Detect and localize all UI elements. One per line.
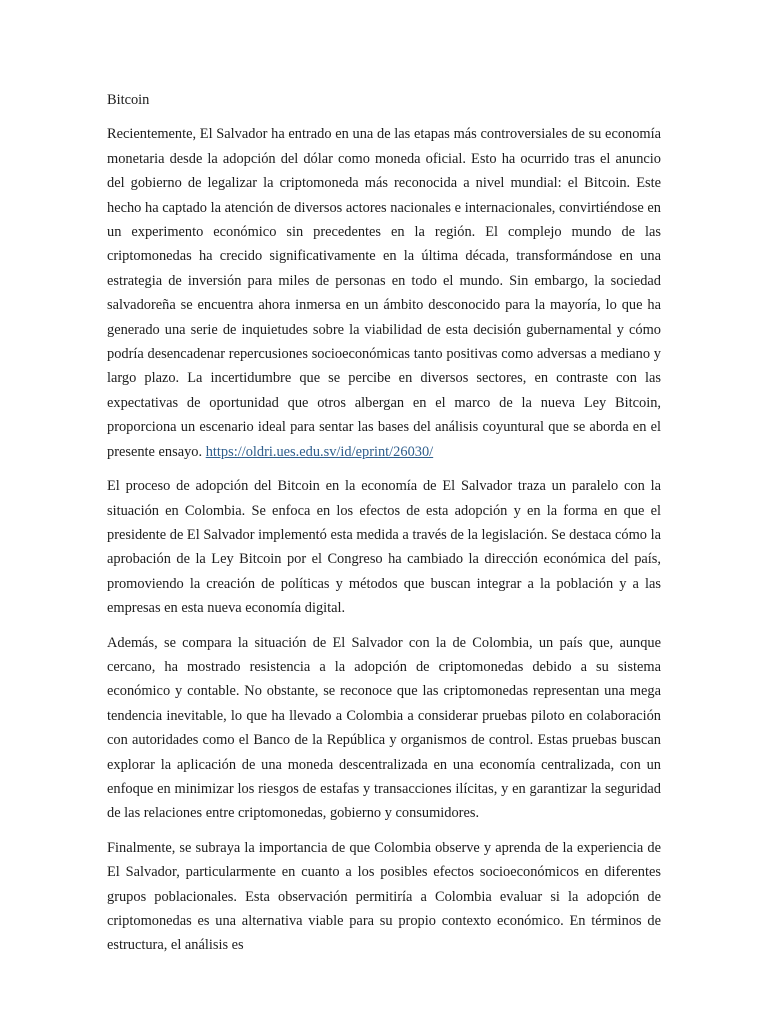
paragraph-1 bbox=[107, 122, 661, 464]
paragraph-4: Finalmente, se subraya la importancia de que Colombia observe y aprenda de la experiencia de El Salvador, particularmente en cuanto a los posibles efectos socioeconómicos en diferentes grupos poblacionales. Esta observación permitiría a Colombia evaluar si la adopción de criptomonedas es una alternativa viable para su propio contexto económico. En términos de estructura, el análisis es bbox=[107, 839, 661, 954]
document-page bbox=[107, 88, 661, 968]
paragraph-1-text: Recientemente, El Salvador ha entrado en una de las etapas más controversiales de su economía monetaria desde la adopción del dólar como moneda oficial. Esto ha ocurrido tras el anuncio del gobierno de legalizar la criptomoneda más reconocida a nivel mundial: el Bitcoin. Este hecho ha captado la atención de diversos actores nacionales e internacionales, convirtiéndose en un experimento económico sin precedentes en la región. El complejo mundo de las criptomonedas ha crecido significativamente en la última década, transformándose en una estrategia de inversión para miles de personas en todo el mundo. Sin embargo, la sociedad salvadoreña se encuentra ahora inmersa en un ámbito desconocido para la mayoría, lo que ha generado una serie de inquietudes sobre la viabilidad de esta decisión gubernamental y cómo podría desencadenar repercusiones socioeconómicas tanto positivas como adversas a mediano y largo plazo. La incertidumbre que se percibe en diversos sectores, en contraste con las expectativas de oportunidad que otros albergan en el marco de la nueva Ley Bitcoin, proporciona un escenario ideal para sentar las bases del análisis coyuntural que se aborda en el presente ensayo. bbox=[107, 126, 661, 460]
source-link[interactable]: https://oldri.ues.edu.sv/id/eprint/26030/ bbox=[205, 443, 434, 460]
paragraph-2: El proceso de adopción del Bitcoin en la economía de El Salvador traza un paralelo con la situación en Colombia. Se enfoca en los efectos de esta adopción y en la forma en que el presidente de El Salvador implementó esta medida a través de la legislación. Se destaca cómo la aprobación de la Ley Bitcoin por el Congreso ha cambiado la dirección económica del país, promoviendo la creación de políticas y métodos que buscan integrar a la población y a las empresas en esta nueva economía digital. bbox=[107, 478, 661, 617]
document-title: Bitcoin bbox=[107, 92, 150, 108]
paragraph-3: Además, se compara la situación de El Salvador con la de Colombia, un país que, aunque cercano, ha mostrado resistencia a la adopción de criptomonedas debido a su sistema económico y contable. No obstante, se reconoce que las criptomonedas representan una mega tendencia inevitable, lo que ha llevado a Colombia a considerar pruebas piloto en colaboración con autoridades como el Banco de la República y organismos de control. Estas pruebas buscan explorar la aplicación de una moneda descentralizada en una economía centralizada, con un enfoque en minimizar los riesgos de estafas y transacciones ilícitas, y en garantizar la seguridad de las relaciones entre criptomonedas, gobierno y consumidores. bbox=[107, 634, 661, 822]
